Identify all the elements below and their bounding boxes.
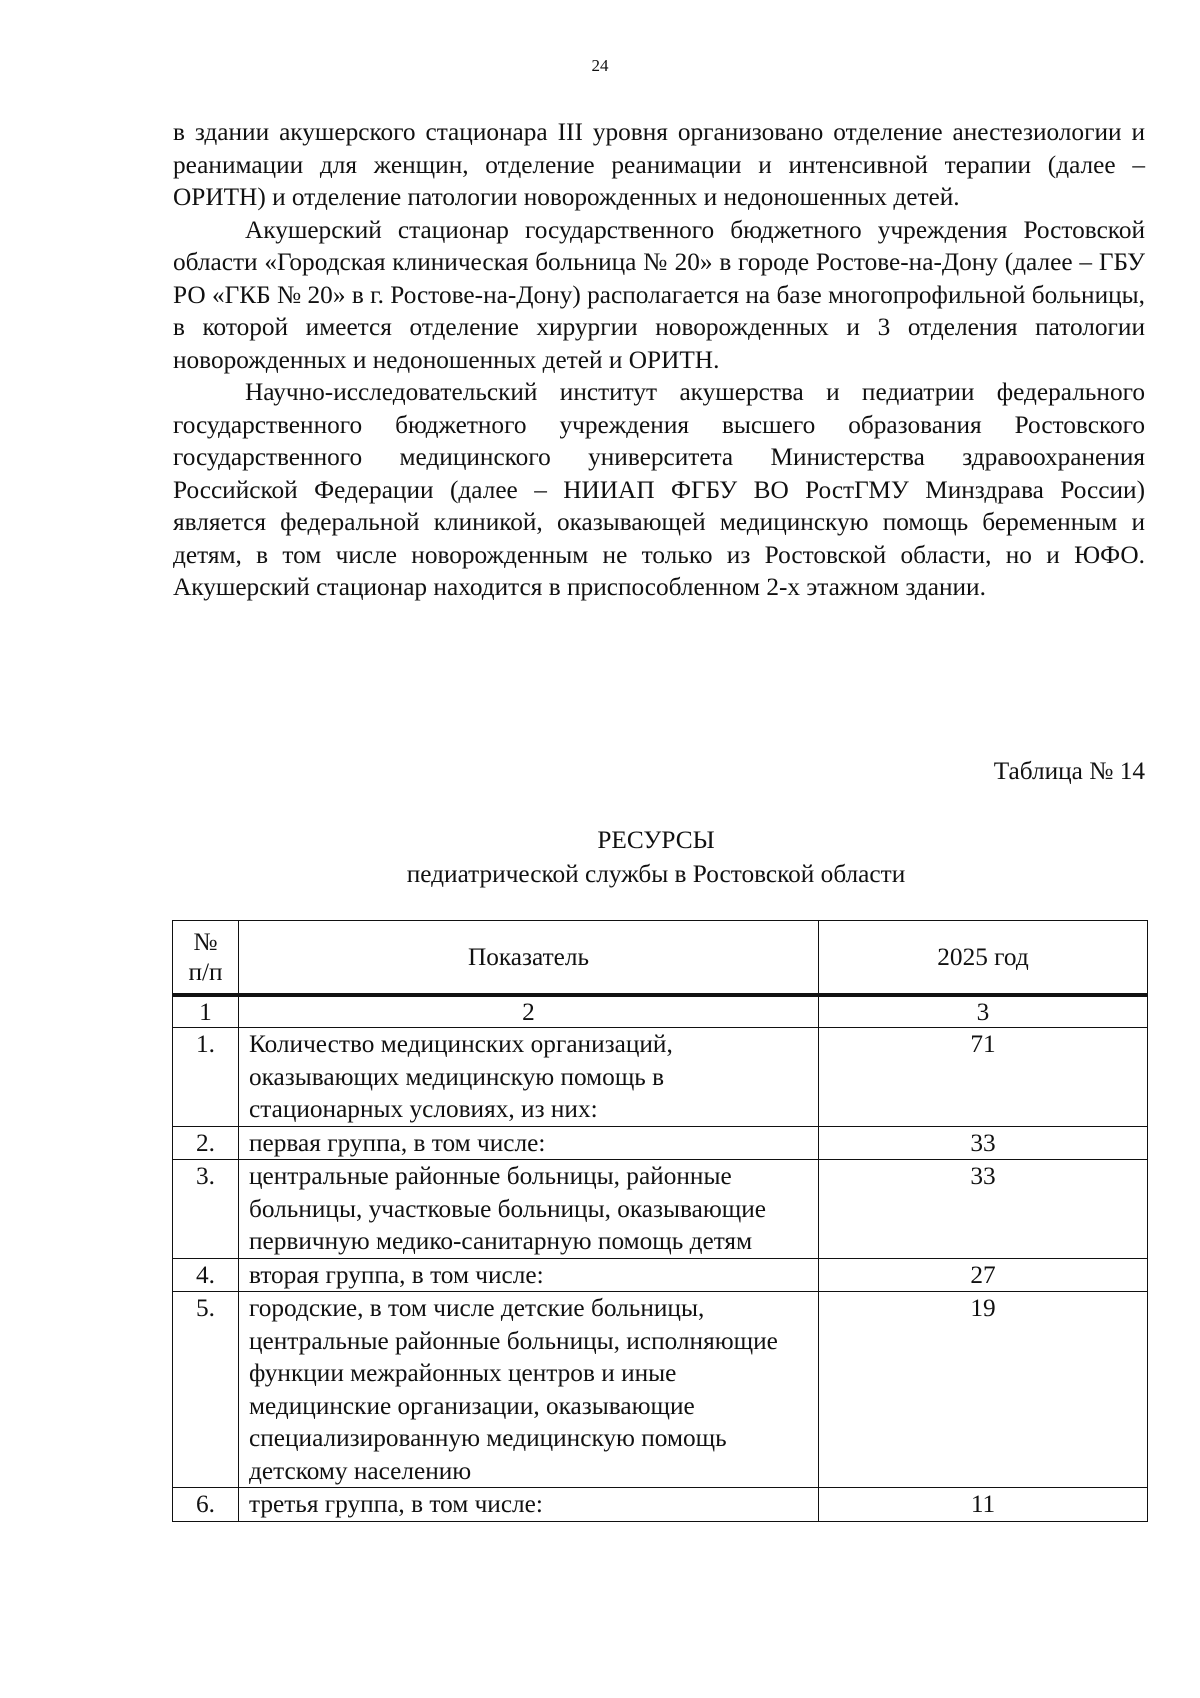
row-value: 71 (819, 1028, 1148, 1127)
table-row (173, 1028, 1148, 1127)
row-value: 19 (819, 1292, 1148, 1488)
table-row (173, 1292, 1148, 1488)
table-row (173, 1126, 1148, 1160)
row-indicator: Количество медицинских организаций, оказывающих медицинскую помощь в стационарных условиях, из них: (239, 1028, 819, 1127)
row-indicator: вторая группа, в том числе: (239, 1258, 819, 1292)
paragraph-1: в здании акушерского стационара III уровня организовано отделение анестезиологии и реанимации для женщин, отделение реанимации и интенсивной терапии (далее – ОРИТН) и отделение патологии новорожденных и недоношенных детей. (173, 118, 1145, 211)
row-number: 1. (173, 1028, 239, 1127)
header-number-symbol: № (193, 928, 218, 956)
paragraph-2: Акушерский стационар государственного бюджетного учреждения Ростовской области «Городская клиническая больница № 20» в городе Ростове-на-Дону (далее – ГБУ РО «ГКБ № 20» в г. Ростове-на-Дону) располагается на базе многопрофильной больницы, в которой имеется отделение хирургии новорожденных и 3 отделения патологии новорожденных и недоношенных детей и ОРИТН. (173, 215, 1145, 374)
paragraph-3: Научно-исследовательский институт акушерства и педиатрии федерального государственного бюджетного учреждения высшего образования Ростовского государственного медицинского университета Министерства здравоохранения Российской Федерации (далее – НИИАП ФГБУ ВО РостГМУ Минздрава России) является федеральной клиникой, оказывающей медицинскую помощь беременным и детям, в том числе новорожденным не только из Ростовской области, но и ЮФО. Акушерский стационар находится в приспособленном 2-х этажном здании. (173, 378, 1145, 601)
row-value: 11 (819, 1488, 1148, 1522)
page-number: 24 (591, 56, 609, 75)
resources-table (172, 920, 1148, 1522)
table-caption: Таблица № 14 (993, 757, 1145, 785)
row-indicator: третья группа, в том числе: (239, 1488, 819, 1522)
column-number-1: 1 (173, 995, 239, 1028)
row-indicator: первая группа, в том числе: (239, 1126, 819, 1160)
column-number-2: 2 (239, 995, 819, 1028)
header-number-abbr: п/п (188, 958, 223, 986)
column-numbering-row (173, 995, 1148, 1028)
header-indicator: Показатель (239, 921, 819, 996)
table-title: РЕСУРСЫ (597, 826, 715, 854)
row-indicator: городские, в том числе детские больницы, центральные районные больницы, исполняющие функции межрайонных центров и иные медицинские организации, оказывающие специализированную медицинскую помощь детскому населению (239, 1292, 819, 1488)
row-number: 2. (173, 1126, 239, 1160)
table-row (173, 1488, 1148, 1522)
header-number (173, 921, 239, 996)
row-number: 4. (173, 1258, 239, 1292)
row-value: 33 (819, 1160, 1148, 1259)
table-row (173, 1160, 1148, 1259)
row-number: 3. (173, 1160, 239, 1259)
table-subtitle: педиатрической службы в Ростовской области (406, 860, 906, 888)
body-text (173, 116, 1145, 604)
table-row (173, 1258, 1148, 1292)
header-year: 2025 год (819, 921, 1148, 996)
table-header-row (173, 921, 1148, 996)
row-value: 27 (819, 1258, 1148, 1292)
row-number: 5. (173, 1292, 239, 1488)
row-value: 33 (819, 1126, 1148, 1160)
column-number-3: 3 (819, 995, 1148, 1028)
row-indicator: центральные районные больницы, районные больницы, участковые больницы, оказывающие первичную медико-санитарную помощь детям (239, 1160, 819, 1259)
row-number: 6. (173, 1488, 239, 1522)
